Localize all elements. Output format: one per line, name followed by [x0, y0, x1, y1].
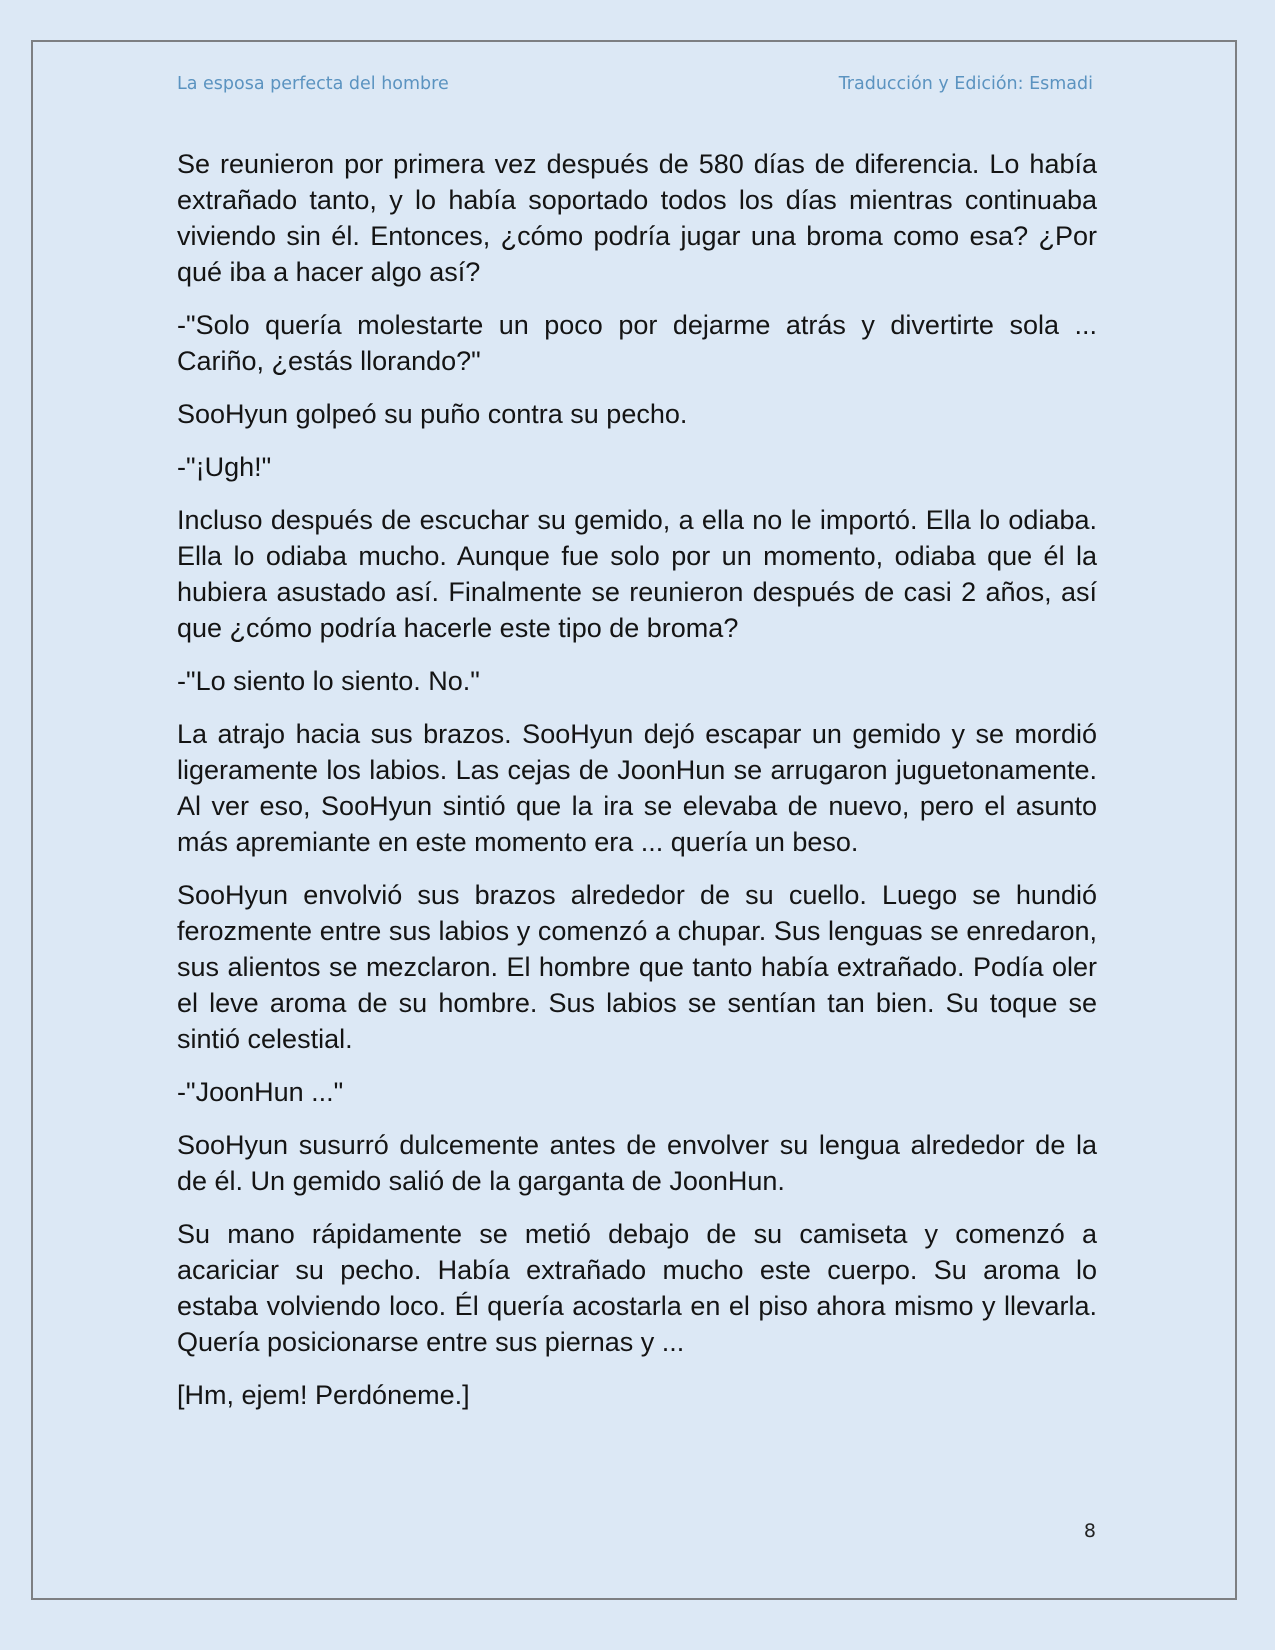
paragraph-5: Incluso después de escuchar su gemido, a ella no le importó. Ella lo odiaba. Ella lo odiaba mucho. Aunque fue solo por un momento, odiaba que él la hubiera asustado así. Finalmente se reunieron después de casi 2 años, así que ¿cómo podría hacerle este tipo de broma?: [177, 505, 1097, 643]
paragraph-2: -"Solo quería molestarte un poco por dejarme atrás y divertirte sola ... Cariño, ¿estás llorando?": [177, 310, 1097, 376]
paragraph-9: -"JoonHun ...": [177, 1077, 344, 1107]
paragraph-10: SooHyun susurró dulcemente antes de envolver su lengua alrededor de la de él. Un gemido salió de la garganta de JoonHun.: [177, 1130, 1097, 1196]
paragraph-3: SooHyun golpeó su puño contra su pecho.: [177, 399, 688, 429]
document-body: [177, 146, 1097, 1430]
paragraph-6: -"Lo siento lo siento. No.": [177, 666, 480, 696]
paragraph-12: [Hm, ejem! Perdóneme.]: [177, 1380, 470, 1410]
header-credits: Traducción y Edición: Esmadi: [838, 74, 1093, 94]
page-header: [177, 74, 1093, 102]
paragraph-7: La atrajo hacia sus brazos. SooHyun dejó escapar un gemido y se mordió ligeramente los labios. Las cejas de JoonHun se arrugaron juguetonamente. Al ver eso, SooHyun sintió que la ira se elevaba de nuevo, pero el asunto más apremiante en este momento era ... quería un beso.: [177, 719, 1097, 857]
paragraph-4: -"¡Ugh!": [177, 452, 272, 482]
paragraph-8: SooHyun envolvió sus brazos alrededor de su cuello. Luego se hundió ferozmente entre sus labios y comenzó a chupar. Sus lenguas se enredaron, sus alientos se mezclaron. El hombre que tanto había extrañado. Podía oler el leve aroma de su hombre. Sus labios se sentían tan bien. Su toque se sintió celestial.: [177, 880, 1097, 1054]
paragraph-1: Se reunieron por primera vez después de 580 días de diferencia. Lo había extrañado tanto, y lo había soportado todos los días mientras continuaba viviendo sin él. Entonces, ¿cómo podría jugar una broma como esa? ¿Por qué iba a hacer algo así?: [177, 149, 1097, 287]
header-book-title: La esposa perfecta del hombre: [177, 74, 449, 94]
page-number: 8: [1083, 1520, 1096, 1542]
paragraph-11: Su mano rápidamente se metió debajo de su camiseta y comenzó a acariciar su pecho. Había extrañado mucho este cuerpo. Su aroma lo estaba volviendo loco. Él quería acostarla en el piso ahora mismo y llevarla. Quería posicionarse entre sus piernas y ...: [177, 1219, 1097, 1357]
